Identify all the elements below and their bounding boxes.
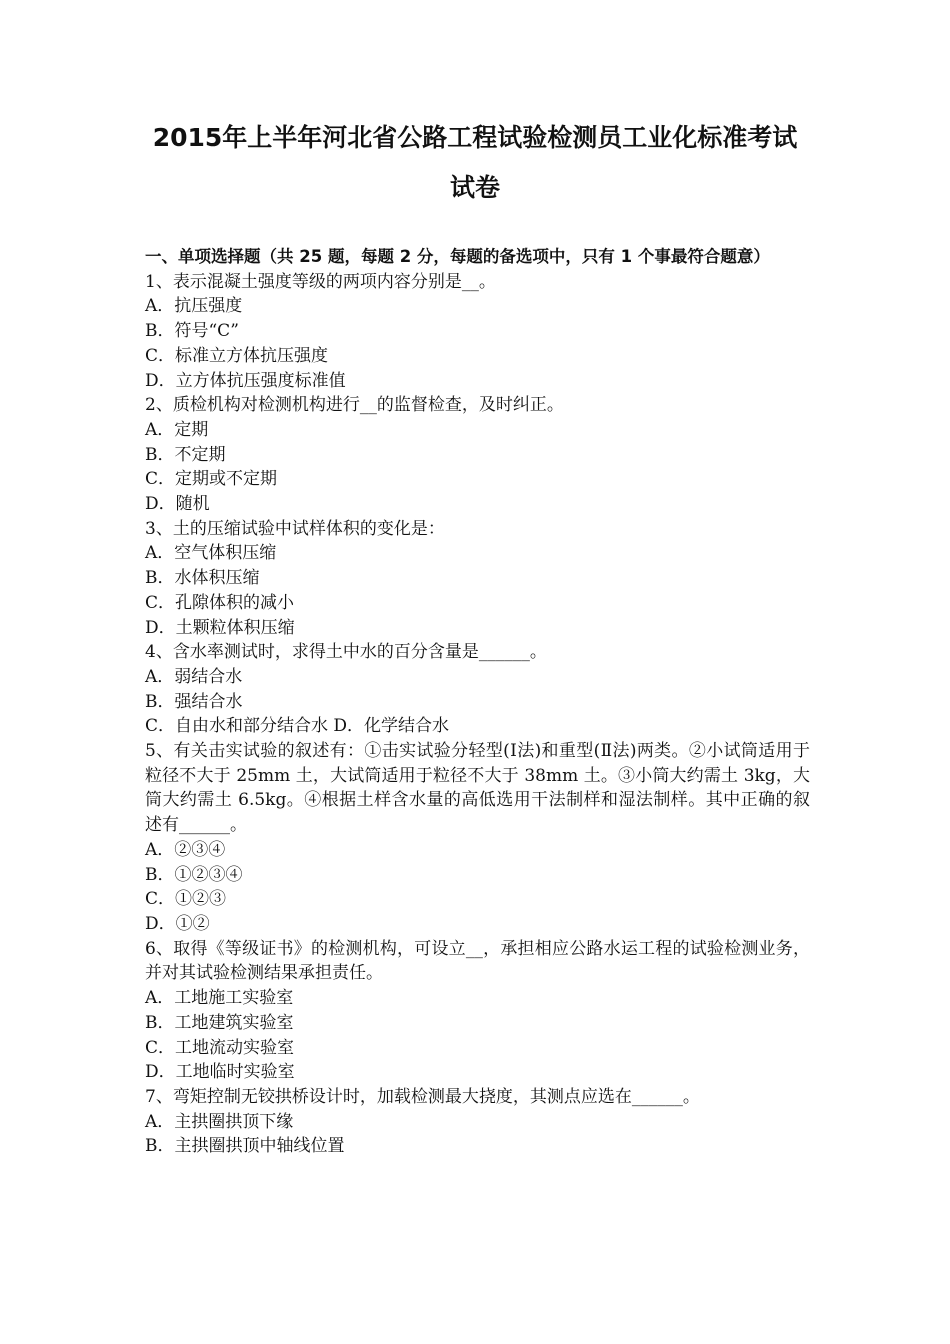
option-b: B．符号“C” — [145, 321, 239, 342]
question-6 — [145, 937, 810, 1085]
option-d: D．①② — [145, 913, 210, 934]
option-c: C．定期或不定期 — [145, 469, 278, 490]
option-c: C．①②③ — [145, 889, 227, 910]
question-3 — [145, 517, 810, 641]
option-d: D．土颗粒体积压缩 — [145, 617, 295, 638]
option-b: B．水体积压缩 — [145, 568, 260, 589]
question-2 — [145, 393, 810, 517]
option-c-and-d: C．自由水和部分结合水 D．化学结合水 — [145, 716, 450, 737]
question-5 — [145, 739, 810, 937]
question-stem: 7、弯矩控制无铰拱桥设计时，加载检测最大挠度，其测点应选在______。 — [145, 1086, 700, 1107]
option-c: C．标准立方体抗压强度 — [145, 345, 329, 366]
question-stem: 6、取得《等级证书》的检测机构，可设立__，承担相应公路水运工程的试验检测业务，并对其试验检测结果承担责任。 — [145, 938, 810, 984]
section-heading: 一、单项选择题（共 25 题，每题 2 分，每题的备选项中，只有 1 个事最符合题意） — [145, 247, 770, 266]
option-a: A．主拱圈拱顶下缘 — [145, 1111, 294, 1132]
option-a: A．弱结合水 — [145, 666, 243, 687]
document-body — [145, 245, 810, 1159]
option-a: A．②③④ — [145, 839, 226, 860]
question-stem: 4、含水率测试时，求得土中水的百分含量是______。 — [145, 642, 547, 663]
option-b: B．①②③④ — [145, 864, 243, 885]
option-b: B．主拱圈拱顶中轴线位置 — [145, 1136, 345, 1157]
document-title-line-2: 试卷 — [449, 173, 500, 202]
question-stem: 5、有关击实试验的叙述有：①击实试验分轻型(Ⅰ法)和重型(Ⅱ法)两类。②小试筒适用于粒径不大于 25mm 土，大试筒适用于粒径不大于 38mm 土。③小筒大约需土 3kg，大筒大约需土 6.5kg。④根据土样含水量的高低选用干法制样和湿法制样。其中正确的叙述有______。 — [145, 741, 810, 836]
question-1 — [145, 270, 810, 394]
option-c: C．工地流动实验室 — [145, 1037, 295, 1058]
option-d: D．随机 — [145, 494, 210, 515]
option-d: D．立方体抗压强度标准值 — [145, 370, 346, 391]
question-4 — [145, 640, 810, 739]
question-7 — [145, 1085, 810, 1159]
question-stem: 1、表示混凝土强度等级的两项内容分别是__。 — [145, 271, 496, 292]
option-a: A．定期 — [145, 419, 209, 440]
document-title-line-1: 2015年上半年河北省公路工程试验检测员工业化标准考试 — [152, 123, 798, 152]
option-a: A．抗压强度 — [145, 296, 243, 317]
option-b: B．不定期 — [145, 444, 226, 465]
question-stem: 2、质检机构对检测机构进行__的监督检查，及时纠正。 — [145, 395, 564, 416]
option-b: B．强结合水 — [145, 691, 243, 712]
option-a: A．空气体积压缩 — [145, 543, 277, 564]
option-c: C．孔隙体积的减小 — [145, 592, 295, 613]
option-a: A．工地施工实验室 — [145, 988, 294, 1009]
option-b: B．工地建筑实验室 — [145, 1012, 294, 1033]
option-d: D．工地临时实验室 — [145, 1062, 295, 1083]
question-stem: 3、土的压缩试验中试样体积的变化是： — [145, 518, 445, 539]
